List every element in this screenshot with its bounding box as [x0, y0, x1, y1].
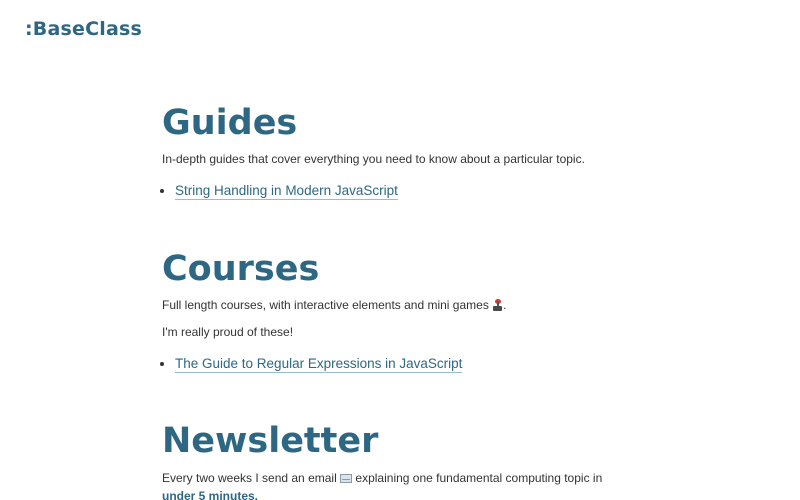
- guides-description: In-depth guides that cover everything you need to know about a particular topic.: [162, 152, 585, 166]
- newsletter-heading: Newsletter: [162, 421, 379, 461]
- guide-link-string-handling[interactable]: String Handling in Modern JavaScript: [175, 183, 398, 198]
- courses-description: [162, 296, 632, 314]
- courses-description-end: .: [503, 298, 507, 312]
- newsletter-duration: under 5 minutes.: [162, 489, 259, 500]
- course-link-regular-expressions[interactable]: The Guide to Regular Expressions in JavaScript: [175, 356, 463, 371]
- newsletter-description-start: Every two weeks I send an email: [162, 471, 341, 485]
- site-logo[interactable]: :BaseClass: [25, 18, 142, 40]
- courses-note: I'm really proud of these!: [162, 325, 294, 339]
- courses-description-text: Full length courses, with interactive elements and mini games: [162, 298, 493, 312]
- joystick-icon: [492, 299, 503, 311]
- courses-heading: Courses: [162, 249, 320, 289]
- envelope-icon: [340, 474, 352, 483]
- guides-list: [162, 182, 398, 200]
- list-item: [175, 182, 398, 200]
- newsletter-description-middle: explaining one fundamental computing topic in: [352, 471, 603, 485]
- newsletter-description: [162, 469, 632, 500]
- courses-list: [162, 355, 462, 373]
- list-item: [175, 355, 462, 373]
- guides-heading: Guides: [162, 103, 298, 143]
